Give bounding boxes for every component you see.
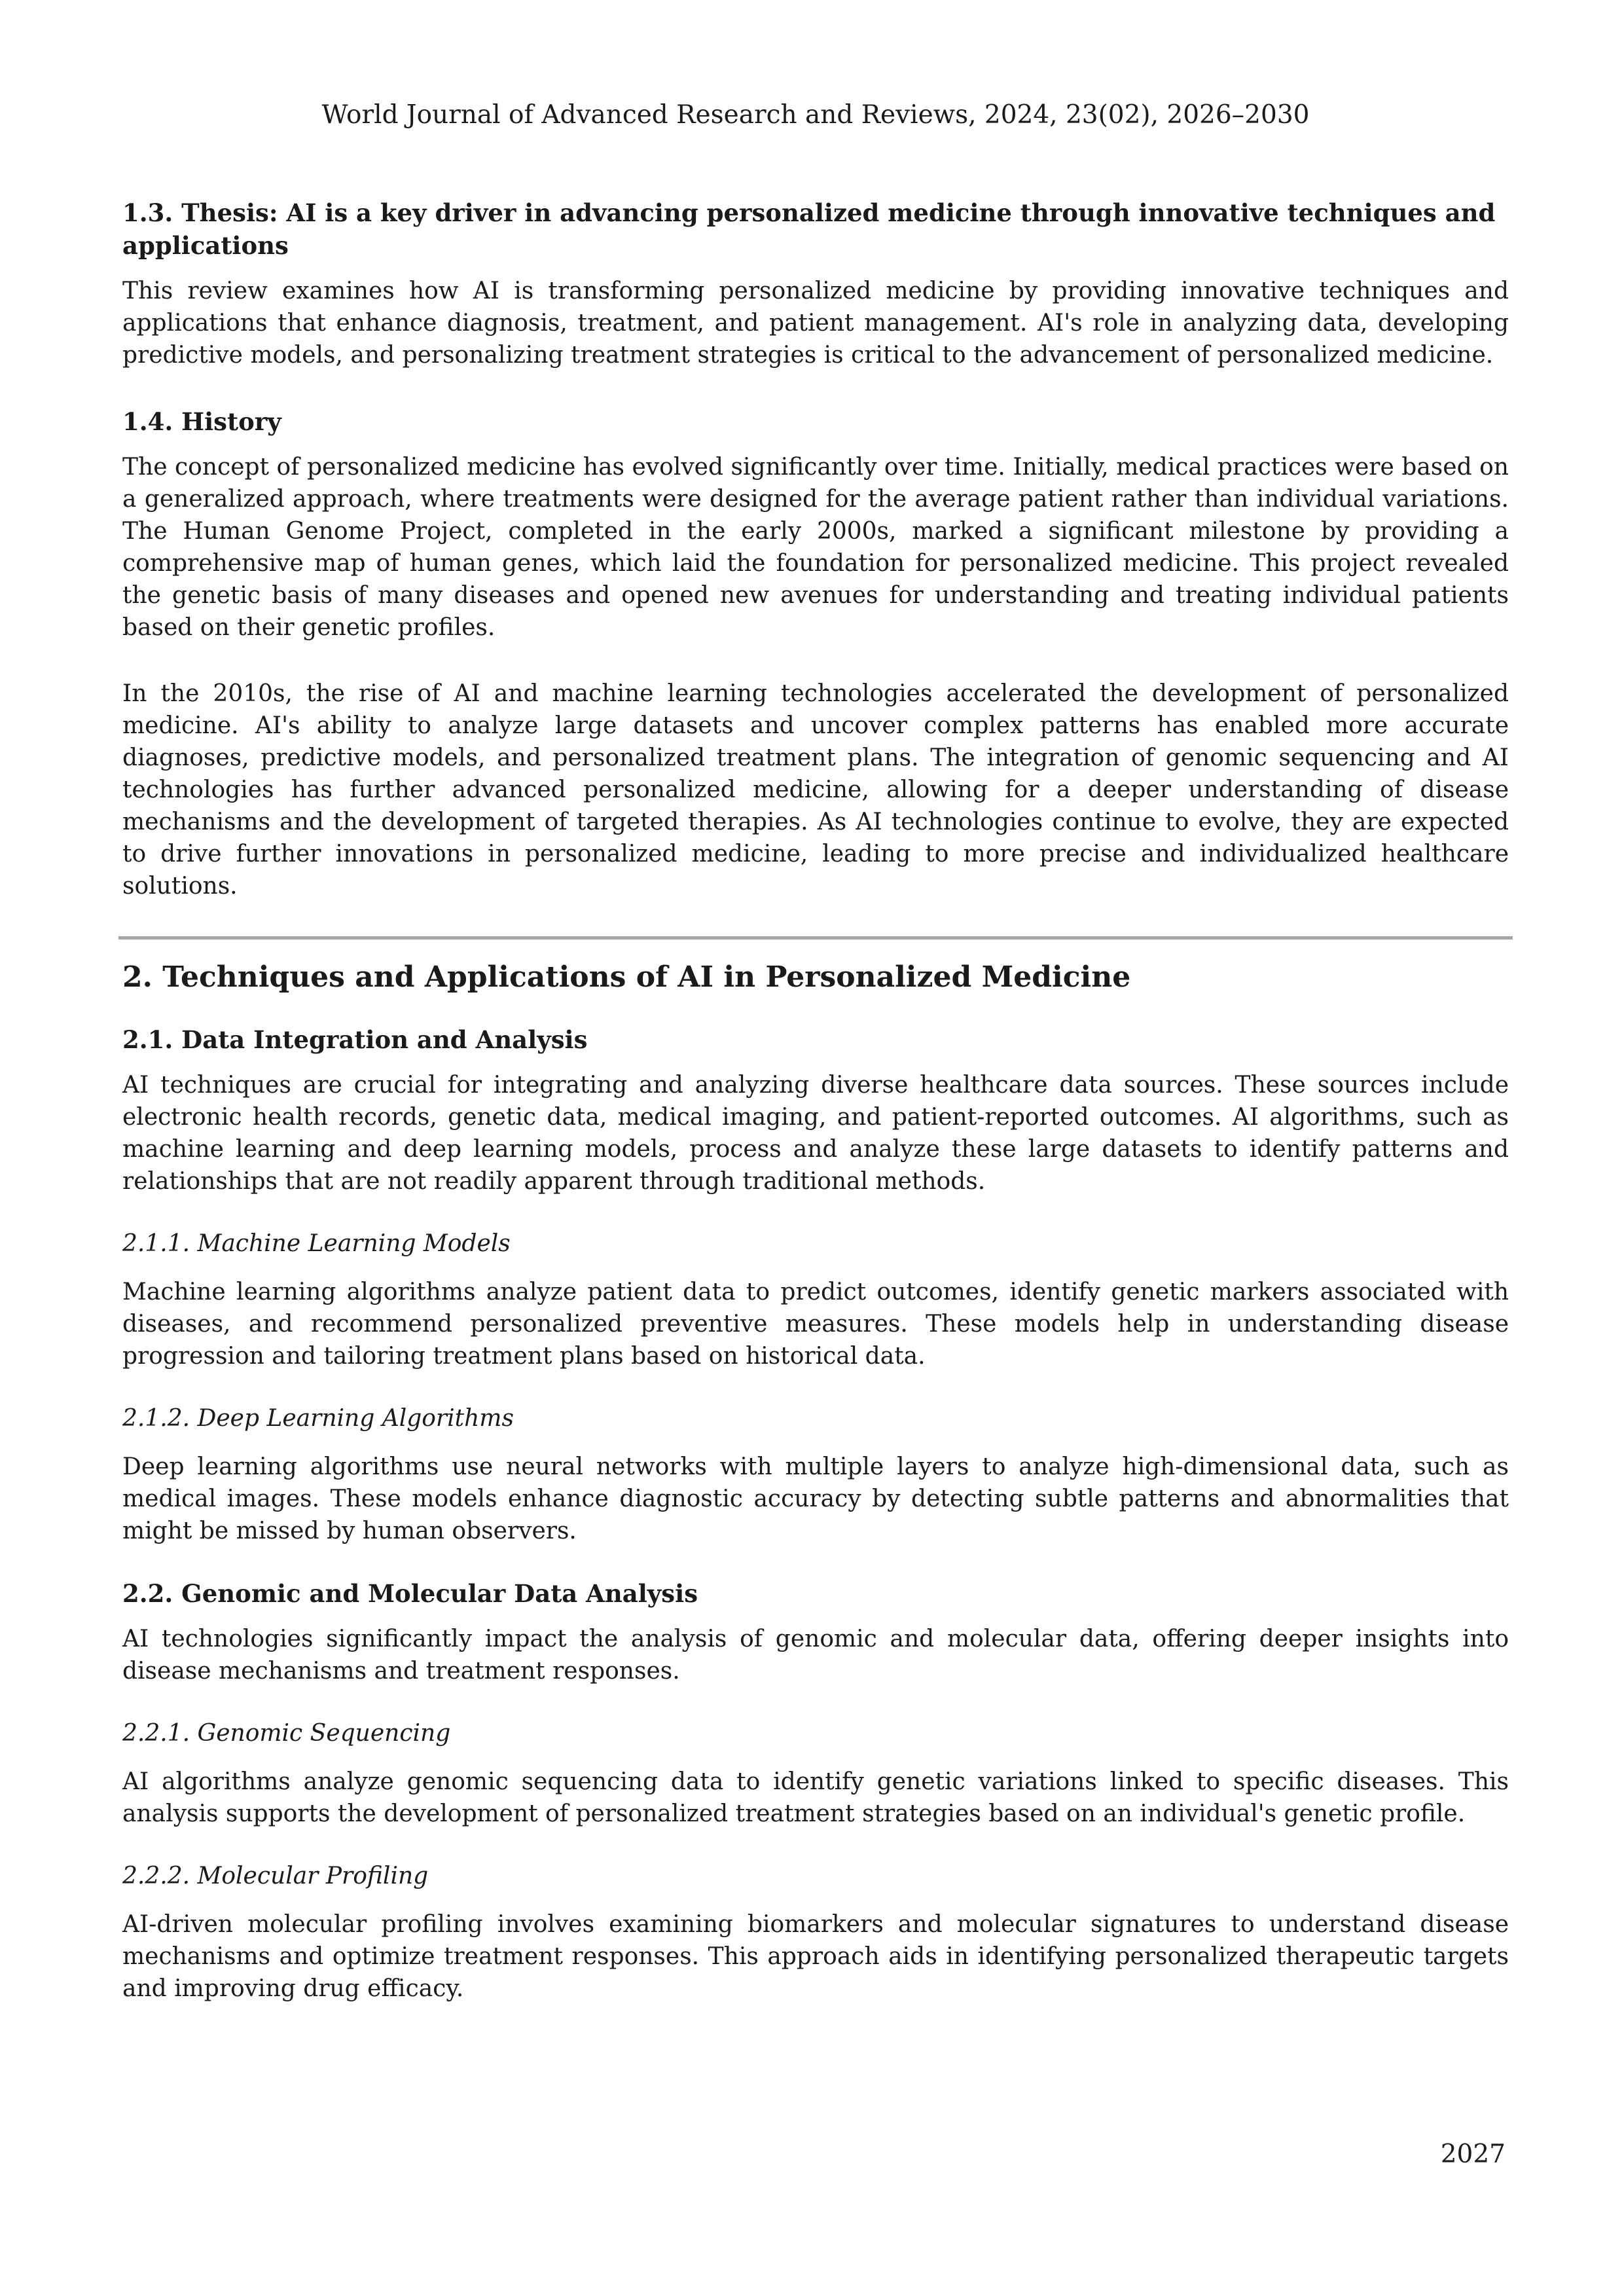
- document-page: [122, 0, 1509, 2296]
- heading-section-2: 2. Techniques and Applications of AI in Personalized Medicine: [122, 960, 1131, 994]
- heading-1-4: 1.4. History: [122, 407, 281, 436]
- paragraph-2-1: AI techniques are crucial for integrating and analyzing diverse healthcare data sources. These sources include electronic health records, genetic data, medical imaging, and patient-reported outcomes. AI algorithms, such as machine learning and deep learning models, process and analyze these large datasets to identify patterns and relationships that are not readily apparent through traditional methods.: [122, 1072, 1509, 1195]
- heading-2-2: 2.2. Genomic and Molecular Data Analysis: [122, 1579, 698, 1608]
- paragraph-2-2-1: AI algorithms analyze genomic sequencing data to identify genetic variations linked to specific diseases. This analysis supports the development of personalized treatment strategies based on an individual's genetic profile.: [122, 1768, 1509, 1827]
- heading-2-1-2: 2.1.2. Deep Learning Algorithms: [122, 1405, 514, 1432]
- paragraph-1-4-a: The concept of personalized medicine has evolved significantly over time. Initially, medical practices were based on a generalized approach, where treatments were designed for the average patient rather than individual variations. The Human Genome Project, completed in the early 2000s, marked a significant milestone by providing a comprehensive map of human genes, which laid the foundation for personalized medicine. This project revealed the genetic basis of many diseases and opened new avenues for understanding and treating individual patients based on their genetic profiles.: [122, 454, 1509, 641]
- heading-2-2-2: 2.2.2. Molecular Profiling: [122, 1863, 429, 1889]
- heading-1-3: 1.3. Thesis: AI is a key driver in advancing personalized medicine through innovative techniques and applications: [122, 198, 1496, 260]
- heading-2-2-1: 2.2.1. Genomic Sequencing: [122, 1720, 451, 1747]
- paragraph-2-2: AI technologies significantly impact the analysis of genomic and molecular data, offering deeper insights into disease mechanisms and treatment responses.: [122, 1626, 1509, 1685]
- heading-2-1: 2.1. Data Integration and Analysis: [122, 1025, 588, 1054]
- running-head: World Journal of Advanced Research and Reviews, 2024, 23(02), 2026–2030: [321, 100, 1310, 130]
- article-body: [122, 196, 1509, 2035]
- paragraph-2-1-1: Machine learning algorithms analyze patient data to predict outcomes, identify genetic markers associated with diseases, and recommend personalized preventive measures. These models help in understanding disease progression and tailoring treatment plans based on historical data.: [122, 1279, 1509, 1370]
- paragraph-1-4-b: In the 2010s, the rise of AI and machine learning technologies accelerated the development of personalized medicine. AI's ability to analyze large datasets and uncover complex patterns has enabled more accurate diagnoses, predictive models, and personalized treatment plans. The integration of genomic sequencing and AI technologies has further advanced personalized medicine, allowing for a deeper understanding of disease mechanisms and the development of targeted therapies. As AI technologies continue to evolve, they are expected to drive further innovations in personalized medicine, leading to more precise and individualized healthcare solutions.: [122, 680, 1509, 900]
- section-divider: [118, 936, 1513, 939]
- page-number: 2027: [1440, 2140, 1506, 2169]
- paragraph-1-3: This review examines how AI is transforming personalized medicine by providing innovative techniques and applications that enhance diagnosis, treatment, and patient management. AI's role in analyzing data, developing predictive models, and personalizing treatment strategies is critical to the advancement of personalized medicine.: [122, 278, 1509, 369]
- paragraph-2-2-2: AI-driven molecular profiling involves examining biomarkers and molecular signatures to understand disease mechanisms and optimize treatment responses. This approach aids in identifying personalized therapeutic targets and improving drug efficacy.: [122, 1911, 1509, 2002]
- paragraph-2-1-2: Deep learning algorithms use neural networks with multiple layers to analyze high-dimensional data, such as medical images. These models enhance diagnostic accuracy by detecting subtle patterns and abnormalities that might be missed by human observers.: [122, 1453, 1509, 1544]
- heading-2-1-1: 2.1.1. Machine Learning Models: [122, 1230, 511, 1257]
